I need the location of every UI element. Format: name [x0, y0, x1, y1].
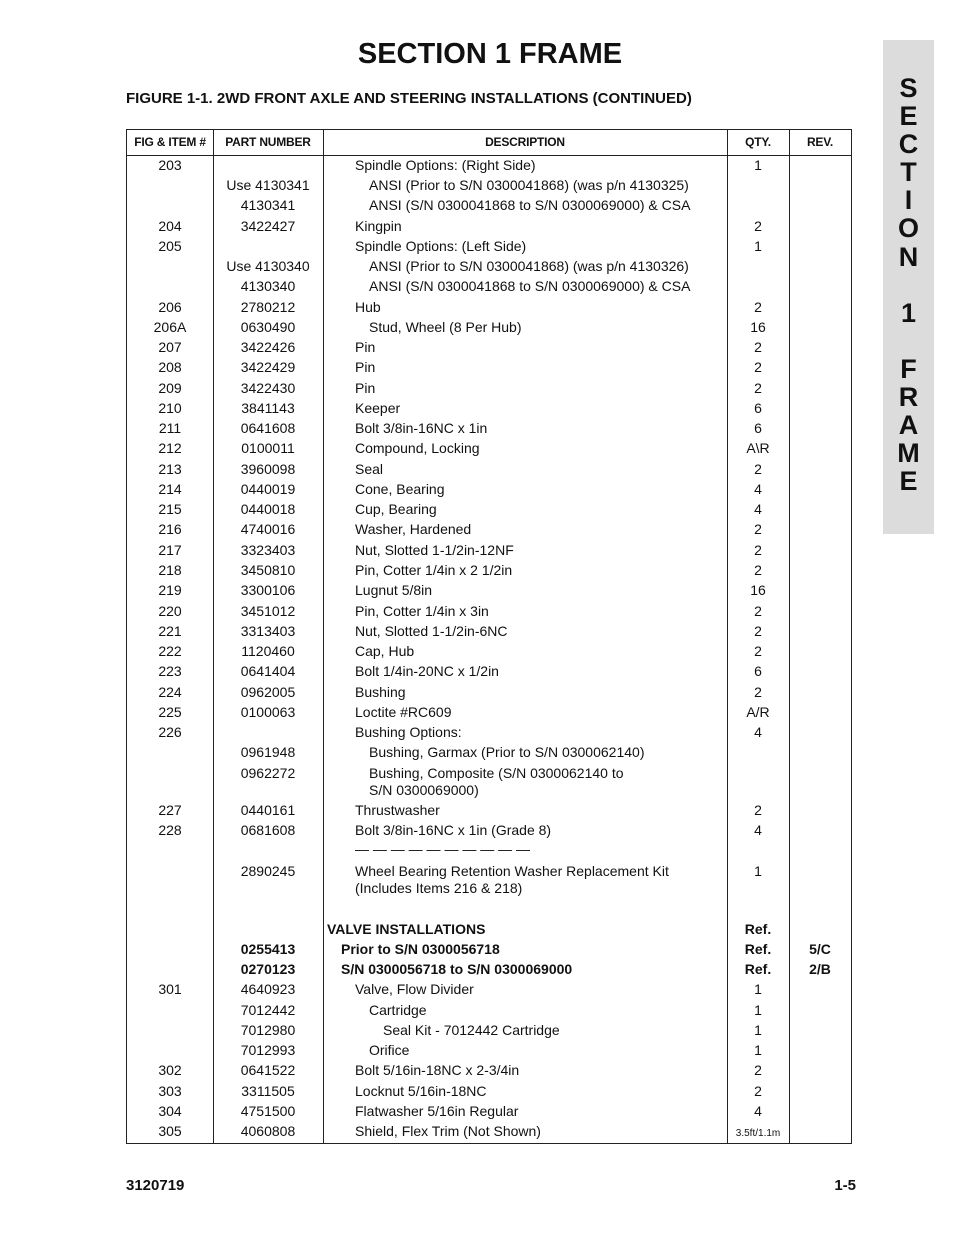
description-line: Orifice [369, 1042, 410, 1058]
side-tab-letter [883, 327, 934, 355]
side-tab-letter: F [900, 353, 917, 384]
part-description [323, 501, 727, 518]
part-number: 3450810 [240, 562, 296, 578]
description-line: Seal [355, 461, 384, 477]
quantity: 2 [754, 461, 762, 477]
part-number: 0270123 [240, 961, 296, 977]
description-line: Spindle Options: (Right Side) [355, 157, 536, 173]
fig-item-number: 210 [158, 400, 182, 416]
part-description [323, 863, 727, 897]
part-number: 0630490 [240, 319, 296, 335]
description-line: Nut, Slotted 1-1/2in-6NC [355, 623, 508, 639]
side-tab-letter: A [898, 410, 919, 441]
quantity: 2 [754, 623, 762, 639]
side-tab-letter: E [899, 101, 918, 132]
description-line: Pin, Cotter 1/4in x 2 1/2in [355, 562, 513, 578]
fig-item-number: 213 [158, 461, 182, 477]
quantity: 2 [754, 1062, 762, 1078]
quantity: 2 [754, 380, 762, 396]
part-number: 0962005 [240, 684, 296, 700]
part-description [323, 961, 727, 978]
description-line: ANSI (Prior to S/N 0300041868) (was p/n 4130325) [369, 177, 689, 193]
part-description [323, 765, 727, 799]
part-number: 0440161 [240, 802, 296, 818]
description-line: Spindle Options: (Left Side) [355, 238, 527, 254]
part-description [323, 542, 727, 559]
revision: 5/C [809, 941, 831, 957]
part-description [323, 521, 727, 538]
side-tab-letter: T [900, 157, 917, 188]
description-line: Wheel Bearing Retention Washer Replacement Kit [355, 863, 669, 879]
revision: 2/B [809, 961, 831, 977]
quantity: 2 [754, 684, 762, 700]
description-line: ANSI (S/N 0300041868 to S/N 0300069000) & CSA [369, 278, 691, 294]
description-line: Bolt 1/4in-20NC x 1/2in [355, 663, 499, 679]
part-description [323, 218, 727, 235]
quantity: Ref. [744, 921, 772, 937]
part-number: 0681608 [240, 822, 296, 838]
quantity: 1 [754, 1002, 762, 1018]
description-line: Loctite #RC609 [355, 704, 452, 720]
description-line: ANSI (S/N 0300041868 to S/N 0300069000) & CSA [369, 197, 691, 213]
part-description [323, 562, 727, 579]
side-tab-letter: R [898, 382, 919, 413]
description-line: Keeper [355, 400, 401, 416]
fig-item-number: 219 [158, 582, 182, 598]
part-description [323, 319, 727, 336]
part-number: 4130340 [240, 278, 296, 294]
header-divider [127, 155, 851, 156]
side-tab-letter: I [904, 185, 913, 216]
fig-item-number: 226 [158, 724, 182, 740]
fig-item-number: 221 [158, 623, 182, 639]
quantity: 2 [754, 1083, 762, 1099]
side-tab-letter: C [898, 129, 919, 160]
description-line: Locknut 5/16in-18NC [355, 1083, 487, 1099]
part-number: 3841143 [241, 400, 295, 416]
description-line: Seal Kit - 7012442 Cartridge [383, 1022, 560, 1038]
part-number: 7012442 [240, 1002, 296, 1018]
part-number: 3960098 [240, 461, 296, 477]
quantity: 2 [754, 218, 762, 234]
fig-item-number: 212 [158, 440, 182, 456]
description-line: (Includes Items 216 & 218) [355, 880, 523, 896]
part-description [323, 643, 727, 660]
part-description [323, 603, 727, 620]
fig-item-number: 302 [158, 1062, 182, 1078]
description-line: S/N 0300069000) [369, 782, 479, 798]
quantity: 2 [754, 359, 762, 375]
side-tab-letters [883, 74, 934, 495]
description-line: Stud, Wheel (8 Per Hub) [369, 319, 522, 335]
part-description [323, 663, 727, 680]
description-line: Prior to S/N 0300056718 [341, 941, 500, 957]
description-line: Cartridge [369, 1002, 427, 1018]
fig-item-number: 209 [158, 380, 182, 396]
part-number: 1120460 [241, 643, 295, 659]
description-line: Pin, Cotter 1/4in x 3in [355, 603, 489, 619]
part-description [323, 1103, 727, 1120]
part-number: 3422430 [240, 380, 296, 396]
part-description [323, 724, 727, 741]
fig-item-number: 223 [158, 663, 182, 679]
parts-table [126, 129, 852, 1144]
fig-item-number: 220 [158, 603, 182, 619]
side-tab-letter [883, 271, 934, 299]
part-number: 3313403 [240, 623, 296, 639]
fig-item-number: 304 [158, 1103, 182, 1119]
quantity: 1 [754, 981, 762, 997]
part-number: 4640923 [240, 981, 296, 997]
quantity: 2 [754, 521, 762, 537]
description-line: — — — — — — — — — — [355, 841, 531, 857]
part-description [323, 1062, 727, 1079]
quantity: 2 [754, 603, 762, 619]
description-line: Cap, Hub [355, 643, 415, 659]
description-line: Pin [355, 339, 376, 355]
part-description [323, 238, 727, 255]
quantity: 4 [754, 501, 762, 517]
quantity: 4 [754, 481, 762, 497]
header-description: DESCRIPTION [485, 135, 565, 149]
description-line: Bolt 5/16in-18NC x 2-3/4in [355, 1062, 520, 1078]
quantity: 6 [754, 400, 762, 416]
part-number: 0961948 [240, 744, 296, 760]
part-description [323, 921, 727, 938]
fig-item-number: 217 [158, 542, 182, 558]
description-line: Pin [355, 359, 376, 375]
part-description [323, 802, 727, 819]
fig-item-number: 206A [153, 319, 187, 335]
figure-title: FIGURE 1-1. 2WD FRONT AXLE AND STEERING INSTALLATIONS (CONTINUED) [126, 90, 692, 107]
part-number: Use 4130340 [226, 258, 310, 274]
part-description [323, 1042, 727, 1059]
fig-item-number: 227 [158, 802, 182, 818]
part-description [323, 157, 727, 174]
description-line: Pin [355, 380, 376, 396]
header-rev: REV. [806, 135, 834, 149]
part-number: 0962272 [240, 765, 296, 781]
part-number: 4751500 [240, 1103, 296, 1119]
part-number: 0100011 [241, 440, 295, 456]
fig-item-number: 206 [158, 299, 182, 315]
quantity: Ref. [744, 941, 772, 957]
part-number: 3300106 [240, 582, 296, 598]
part-number: 0440018 [240, 501, 296, 517]
side-tab-letter: M [897, 438, 920, 469]
description-line: Kingpin [355, 218, 402, 234]
description-line: Bolt 3/8in-16NC x 1in (Grade 8) [355, 822, 552, 838]
quantity: 3.5ft/1.1m [735, 1128, 781, 1139]
quantity: 4 [754, 1103, 762, 1119]
description-line: Washer, Hardened [355, 521, 472, 537]
side-tab-letter: E [899, 466, 918, 497]
fig-item-number: 303 [158, 1083, 182, 1099]
fig-item-number: 224 [158, 684, 182, 700]
part-description [323, 461, 727, 478]
column-divider [789, 130, 790, 1143]
part-number: 3323403 [240, 542, 296, 558]
part-description [323, 400, 727, 417]
part-description [323, 339, 727, 356]
part-description [323, 299, 727, 316]
quantity: 16 [750, 582, 766, 598]
part-number: 0440019 [240, 481, 296, 497]
side-tab-letter: N [898, 241, 919, 272]
description-line: Bushing Options: [355, 724, 462, 740]
part-number: 3311505 [241, 1083, 295, 1099]
quantity: 16 [750, 319, 766, 335]
part-description [323, 481, 727, 498]
quantity: 4 [754, 724, 762, 740]
side-tab-letter: S [899, 73, 918, 103]
description-line: Bushing [355, 684, 406, 700]
fig-item-number: 305 [158, 1123, 182, 1139]
quantity: 2 [754, 562, 762, 578]
part-number: 2890245 [240, 863, 296, 879]
page-number: 1-5 [834, 1177, 856, 1194]
part-number: 2780212 [240, 299, 296, 315]
section-side-tab [883, 40, 934, 534]
fig-item-number: 228 [158, 822, 182, 838]
description-line: Compound, Locking [355, 440, 480, 456]
quantity: 2 [754, 299, 762, 315]
description-line: Thrustwasher [355, 802, 440, 818]
fig-item-number: 215 [158, 501, 182, 517]
quantity: 2 [754, 542, 762, 558]
fig-item-number: 225 [158, 704, 182, 720]
part-number: 3422426 [240, 339, 296, 355]
part-description [323, 258, 727, 275]
fig-item-number: 208 [158, 359, 182, 375]
part-number: 4130341 [240, 197, 296, 213]
side-tab-letter: O [897, 213, 919, 244]
description-line: Hub [355, 299, 381, 315]
section-title: SECTION 1 FRAME [357, 38, 623, 70]
fig-item-number: 207 [158, 339, 182, 355]
description-line: VALVE INSTALLATIONS [327, 921, 486, 937]
part-description [323, 744, 727, 761]
quantity: 2 [754, 643, 762, 659]
part-description [323, 359, 727, 376]
part-description [323, 822, 727, 839]
description-line: Bushing, Composite (S/N 0300062140 to [369, 765, 624, 781]
part-number: 0641608 [240, 420, 296, 436]
header-part-number: PART NUMBER [225, 135, 311, 149]
quantity: 1 [754, 238, 762, 254]
fig-item-number: 205 [158, 238, 182, 254]
part-description [323, 981, 727, 998]
quantity: 6 [754, 420, 762, 436]
part-number: 0100063 [240, 704, 296, 720]
header-qty: QTY. [745, 135, 771, 149]
part-description [323, 1022, 727, 1039]
part-number: 3422427 [240, 218, 296, 234]
quantity: 4 [754, 822, 762, 838]
description-line: ANSI (Prior to S/N 0300041868) (was p/n 4130326) [369, 258, 689, 274]
description-line: Cone, Bearing [355, 481, 445, 497]
fig-item-number: 218 [158, 562, 182, 578]
part-description [323, 704, 727, 721]
quantity: 2 [754, 339, 762, 355]
part-number: 7012980 [240, 1022, 296, 1038]
part-number: 4060808 [240, 1123, 296, 1139]
quantity: Ref. [744, 961, 772, 977]
fig-item-number: 211 [158, 420, 182, 436]
quantity: 1 [754, 1022, 762, 1038]
part-description [323, 440, 727, 457]
description-line: Lugnut 5/8in [355, 582, 433, 598]
part-description [323, 278, 727, 295]
document-number: 3120719 [126, 1177, 185, 1194]
part-description [323, 941, 727, 958]
part-description [323, 1083, 727, 1100]
part-number: 0641522 [240, 1062, 296, 1078]
part-description [323, 420, 727, 437]
part-number: 0641404 [240, 663, 296, 679]
part-number: Use 4130341 [226, 177, 310, 193]
fig-item-number: 203 [158, 157, 182, 173]
description-line: S/N 0300056718 to S/N 0300069000 [341, 961, 573, 977]
description-line: Bolt 3/8in-16NC x 1in [355, 420, 488, 436]
description-line: Bushing, Garmax (Prior to S/N 0300062140) [369, 744, 645, 760]
part-description [323, 197, 727, 214]
part-description [323, 1123, 727, 1140]
description-line: Cup, Bearing [355, 501, 437, 517]
part-number: 3451012 [240, 603, 296, 619]
quantity: A/R [746, 704, 770, 720]
fig-item-number: 214 [158, 481, 182, 497]
part-description [323, 1002, 727, 1019]
quantity: A\R [746, 440, 770, 456]
part-description [323, 177, 727, 194]
description-line: Nut, Slotted 1-1/2in-12NF [355, 542, 514, 558]
side-tab-letter: 1 [900, 297, 917, 328]
part-number: 0255413 [240, 941, 296, 957]
description-line: Shield, Flex Trim (Not Shown) [355, 1123, 541, 1139]
part-description [323, 684, 727, 701]
part-number: 3422429 [240, 359, 296, 375]
fig-item-number: 204 [158, 218, 182, 234]
quantity: 1 [754, 1042, 762, 1058]
fig-item-number: 216 [158, 521, 182, 537]
header-item: FIG & ITEM # [134, 135, 206, 149]
part-description [323, 841, 727, 858]
quantity: 2 [754, 802, 762, 818]
quantity: 1 [754, 863, 762, 879]
part-description [323, 582, 727, 599]
fig-item-number: 301 [158, 981, 182, 997]
part-description [323, 380, 727, 397]
quantity: 1 [754, 157, 762, 173]
quantity: 6 [754, 663, 762, 679]
part-number: 7012993 [240, 1042, 296, 1058]
description-line: Valve, Flow Divider [355, 981, 474, 997]
part-description [323, 623, 727, 640]
part-number: 4740016 [240, 521, 296, 537]
fig-item-number: 222 [158, 643, 182, 659]
description-line: Flatwasher 5/16in Regular [355, 1103, 519, 1119]
